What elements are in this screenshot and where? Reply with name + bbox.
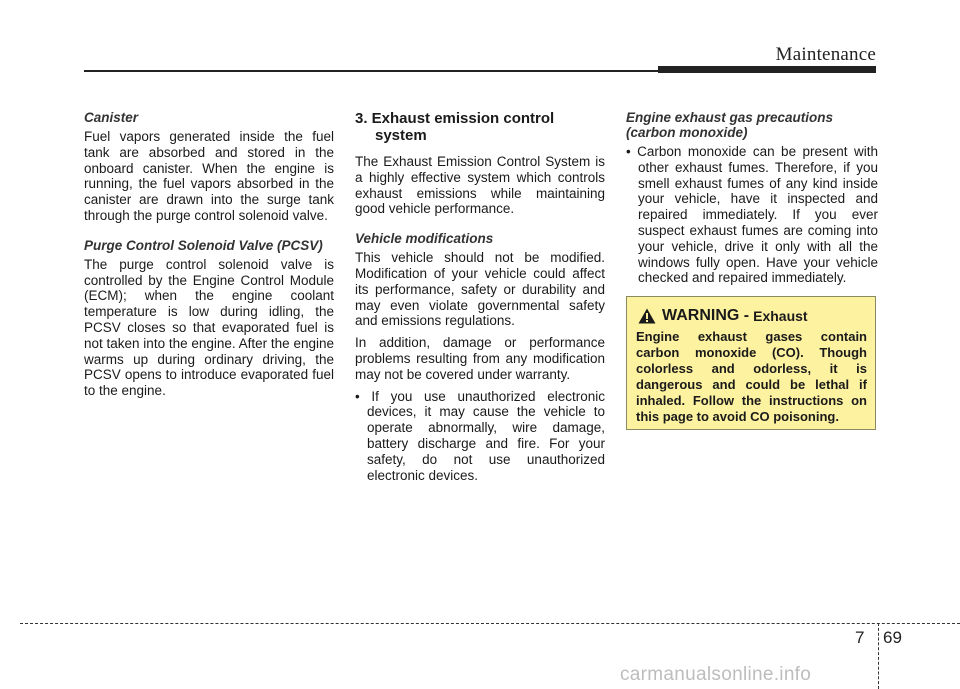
watermark: carmanualsonline.info <box>620 664 812 685</box>
footer-divider <box>878 623 879 689</box>
warning-word: WARNING - <box>662 307 750 324</box>
page-number: 69 <box>883 628 902 647</box>
column-middle <box>355 110 605 483</box>
pcsv-subhead: Purge Control Solenoid Valve (PCSV) <box>84 237 323 253</box>
canister-subhead: Canister <box>84 110 139 125</box>
footer-rule <box>20 623 960 624</box>
electronic-devices-bullet: • If you use unauthorized electronic devices, it may cause the vehicle to operate abnormally, wire damage, battery discharge and fire. For your safety, do not use unauthorized electronic devices. <box>355 388 605 483</box>
exhaust-section-paragraph: The Exhaust Emission Control System is a highly effective system which controls exhaust emissions while maintaining good vehicle performance. <box>355 154 605 217</box>
warning-subject: Exhaust <box>753 308 808 324</box>
column-right <box>626 110 878 286</box>
exhaust-precautions-subhead: Engine exhaust gas precautions (carbon monoxide) <box>626 110 834 140</box>
warning-triangle-icon <box>638 308 656 324</box>
exhaust-section-heading: 3. Exhaust emission control system <box>355 110 555 144</box>
vehicle-modifications-subhead: Vehicle modifications <box>355 231 494 247</box>
canister-paragraph: Fuel vapors generated inside the fuel tank are absorbed and stored in the onboard canister. When the engine is running, the fuel vapors absorbed in the canister are drawn into the surge tank through the purge control solenoid valve. <box>84 129 334 223</box>
header-rule-thick <box>658 66 876 73</box>
column-left <box>84 110 334 413</box>
warranty-paragraph: In addition, damage or performance problems resulting from any modification may not be covered under warranty. <box>355 335 605 382</box>
vehicle-modifications-paragraph: This vehicle should not be modified. Modification of your vehicle could affect its performance, safety or durability and may even violate governmental safety and emissions regulations. <box>355 250 605 329</box>
pcsv-paragraph: The purge control solenoid valve is controlled by the Engine Control Module (ECM); when the engine coolant temperature is low during idling, the PCSV closes so that evaporated fuel is not taken into the engine. After the engine warms up during ordinary driving, the PCSV opens to introduce evaporated fuel to the engine. <box>84 256 334 399</box>
page-header-title: Maintenance <box>775 44 876 65</box>
warning-box <box>626 296 876 430</box>
warning-body: Engine exhaust gases contain carbon monoxide (CO). Though colorless and odorless, it is dangerous and could be lethal if inhaled. Follow the instructions on this page to avoid CO poisoning. <box>636 329 867 424</box>
header-rule-thin <box>84 70 660 72</box>
chapter-number: 7 <box>855 628 865 647</box>
carbon-monoxide-bullet: • Carbon monoxide can be present with other exhaust fumes. Therefore, if you smell exhaust fumes of any kind inside your vehicle, have it inspected and repaired immediately. If you ever suspect exhaust fumes are coming into your vehicle, drive it only with all the windows fully open. Have your vehicle checked and repaired immediately. <box>626 144 878 286</box>
warning-title <box>636 307 867 325</box>
